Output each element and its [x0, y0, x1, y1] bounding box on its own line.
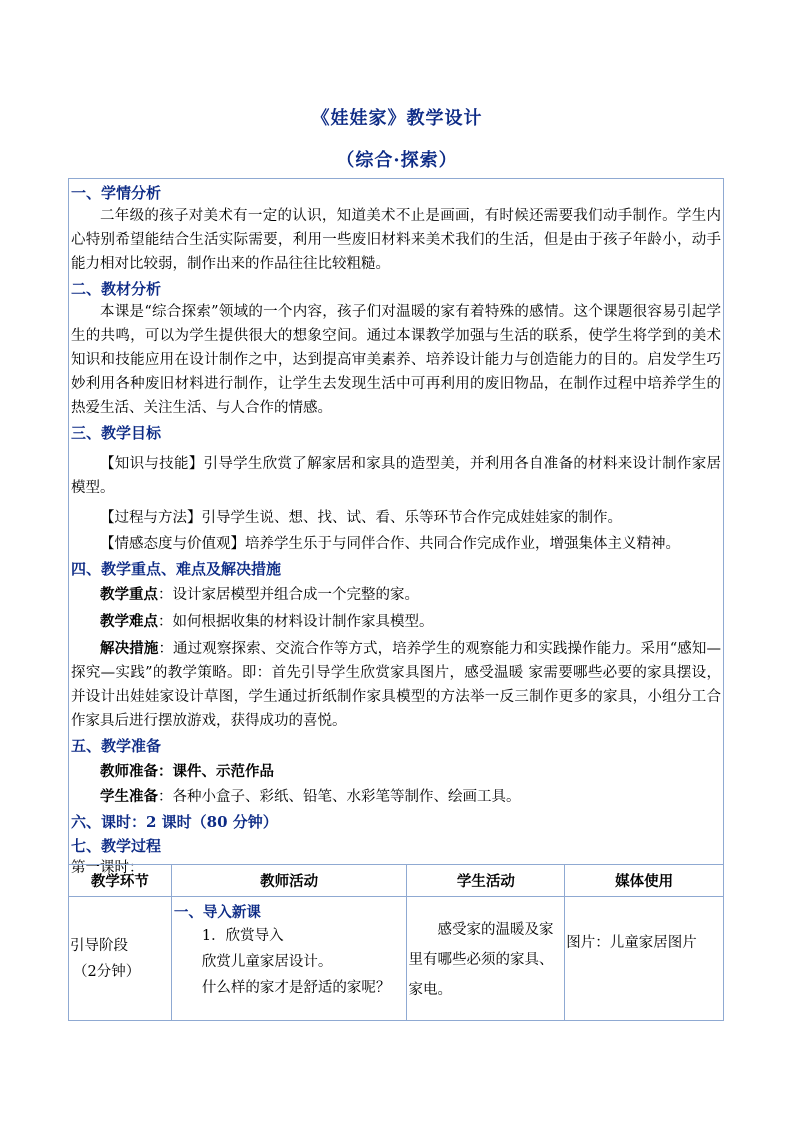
teacher-prep-label: 教师准备 — [100, 763, 158, 780]
stage-time: （2分钟） — [73, 964, 141, 980]
solution-text: ：通过观察探索、交流合作等方式，培养学生的观察能力和实践操作能力。采用“感知—探究—实践”的教学策略。即：首先引导学生欣赏家具图片，感受温暖 家需要哪些必要的家具摆设，并设计出娃娃家设计草图，学生通过折纸制作家具模型的方法举一反三制作更多的家具，小组分工合作家具后进行摆放游戏，获得成功的喜悦。 — [71, 641, 721, 729]
section-heading-goals: 三、教学目标 — [71, 424, 162, 442]
key-point-label: 教学重点 — [100, 586, 158, 603]
teacher-line-3: 什么样的家才是舒适的家呢？ — [201, 980, 391, 996]
material-paragraph: 本课是“综合探索”领域的一个内容，孩子们对温暖的家有着特殊的感情。这个课题很容易引起学生的共鸣，可以为学生提供很大的想象空间。通过本课教学加强与生活的联系，使学生将学到的美术知识和技能应用在设计制作之中，达到提高审美素养、培养设计能力与创造能力的目的。启发学生巧妙利用各种废旧材料进行制作，让学生去发现生活中可再利用的废旧物品，在制作过程中培养学生的热爱生活、关注生活、与人合作的情感。 — [71, 304, 721, 416]
goal-process: 【过程与方法】引导学生说、想、找、试、看、乐等环节合作完成娃娃家的制作。 — [100, 510, 622, 526]
student-cell — [407, 897, 565, 1021]
media-cell — [565, 897, 724, 1021]
goal-emotion: 【情感态度与价值观】培养学生乐于与同伴合作、共同合作完成作业，增强集体主义精神。 — [100, 536, 680, 552]
student-activity: 感受家的温暖及家里有哪些必须的家具、家电。 — [408, 922, 554, 998]
teacher-line-1: 1．欣赏导入 — [201, 928, 284, 944]
difficulty — [69, 610, 723, 634]
stage-name: 引导阶段 — [70, 938, 128, 954]
header-student: 学生活动 — [407, 865, 565, 897]
section-heading-preparation: 五、教学准备 — [71, 737, 162, 755]
key-point-text: ：设计家居模型并组合成一个完整的家。 — [158, 587, 419, 603]
header-stage: 教学环节 — [69, 865, 172, 897]
teacher-prep — [69, 760, 723, 784]
section-heading-material: 二、教材分析 — [71, 280, 162, 298]
media-usage: 图片：儿童家居图片 — [566, 935, 697, 951]
page-subtitle: （综合·探索） — [336, 150, 458, 171]
header-media: 媒体使用 — [565, 865, 724, 897]
page-title: 《娃娃家》教学设计 — [311, 108, 483, 129]
analysis-paragraph: 二年级的孩子对美术有一定的认识，知道美术不止是画画，有时候还需要我们动手制作。学生内心特别希望能结合生活实际需要，利用一些废旧材料来美术我们的生活，但是由于孩子年龄小，动手能力相对比较弱，制作出来的作品往往比较粗糙。 — [71, 208, 721, 272]
lesson-label: 第一课时： — [71, 860, 144, 876]
teacher-heading: 一、导入新课 — [173, 904, 261, 921]
student-prep-text: ：各种小盒子、彩纸、铅笔、水彩笔等制作、绘画工具。 — [158, 789, 521, 805]
solution-label: 解决措施 — [100, 640, 159, 657]
header-teacher: 教师活动 — [171, 865, 407, 897]
difficulty-label: 教学难点 — [100, 613, 158, 630]
teacher-prep-text: ：课件、示范作品 — [158, 763, 274, 780]
table-header-row — [69, 865, 724, 897]
student-prep-label: 学生准备 — [100, 788, 158, 805]
teacher-cell — [171, 897, 407, 1021]
teacher-line-2: 欣赏儿童家居设计。 — [201, 954, 333, 970]
key-point — [69, 583, 723, 607]
section-heading-keypoints: 四、教学重点、难点及解决措施 — [71, 560, 282, 578]
solution — [69, 637, 723, 733]
difficulty-text: ：如何根据收集的材料设计制作家具模型。 — [158, 614, 434, 630]
student-prep — [69, 785, 723, 809]
table-row — [69, 897, 724, 1021]
process-table — [68, 864, 724, 1021]
section-heading-hours: 六、课时：2 课时（80 分钟） — [71, 813, 278, 831]
section-heading-process: 七、教学过程 — [71, 837, 162, 855]
stage-cell — [69, 897, 172, 1021]
goal-knowledge: 【知识与技能】引导学生欣赏了解家居和家具的造型美，并利用各自准备的材料来设计制作家居模型。 — [71, 456, 721, 496]
content-frame — [68, 178, 724, 877]
section-heading-analysis: 一、学情分析 — [71, 184, 162, 202]
